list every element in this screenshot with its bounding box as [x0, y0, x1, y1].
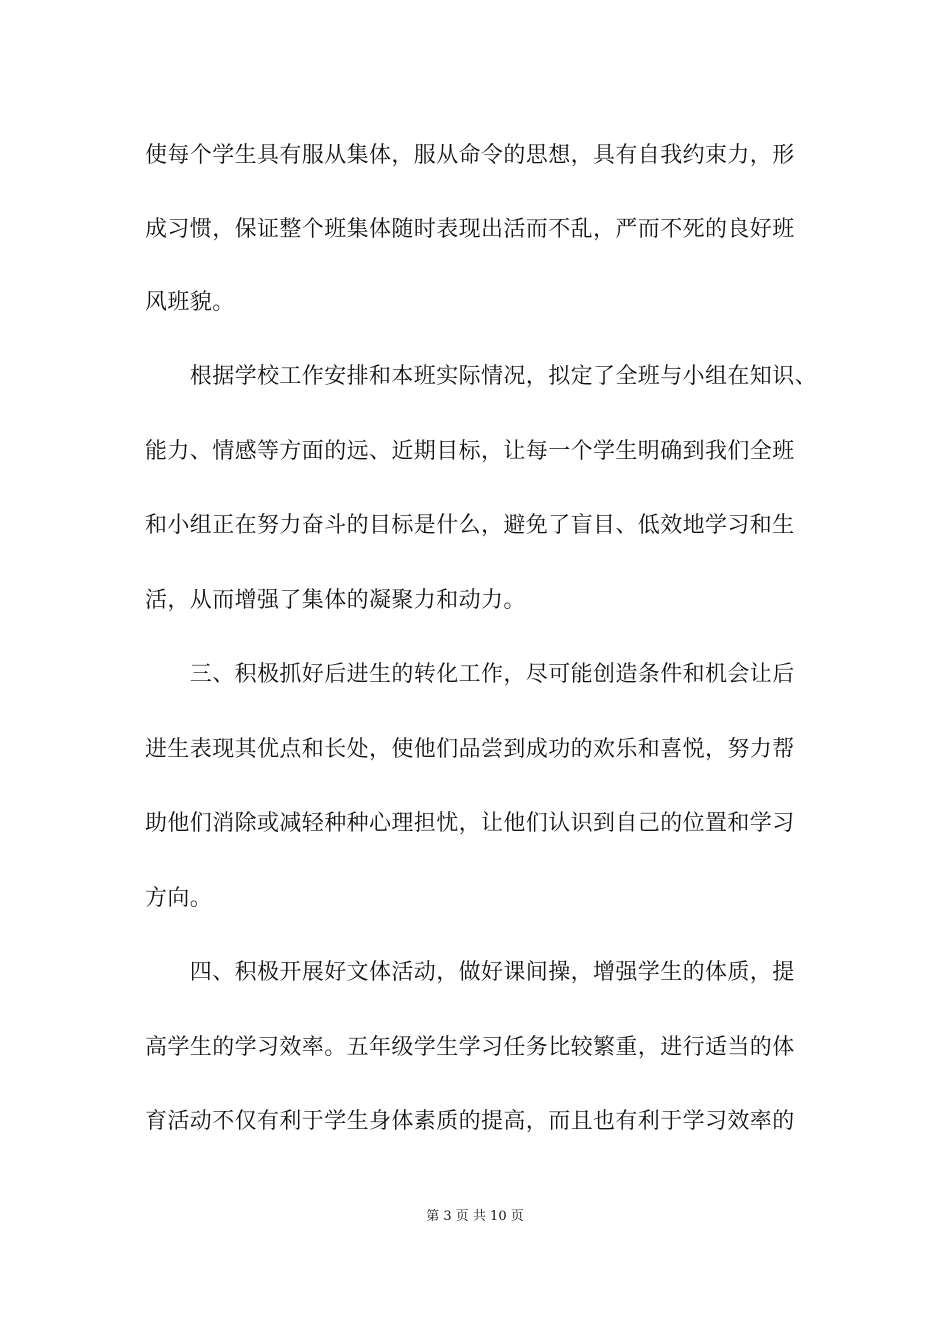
text-line: 风班貌。 — [145, 290, 235, 315]
text-line: 三、积极抓好后进生的转化工作，尽可能创造条件和机会让后 — [145, 662, 795, 687]
text-line: 和小组正在努力奋斗的目标是什么，避免了盲目、低效地学习和生 — [145, 513, 795, 538]
text-line: 方向。 — [145, 886, 213, 911]
text-line: 使每个学生具有服从集体，服从命令的思想，具有自我约束力，形 — [145, 143, 795, 168]
text-line: 成习惯，保证整个班集体随时表现出活而不乱，严而不死的良好班 — [145, 217, 795, 242]
page-number-footer: 第 3 页 共 10 页 — [426, 1209, 524, 1224]
text-line: 四、积极开展好文体活动，做好课间操，增强学生的体质，提 — [145, 960, 795, 985]
text-line: 根据学校工作安排和本班实际情况，拟定了全班与小组在知识、 — [145, 364, 818, 389]
text-line: 高学生的学习效率。五年级学生学习任务比较繁重，进行适当的体 — [145, 1035, 795, 1060]
text-line: 进生表现其优点和长处，使他们品尝到成功的欢乐和喜悦，努力帮 — [145, 737, 795, 762]
text-line: 能力、情感等方面的远、近期目标，让每一个学生明确到我们全班 — [145, 439, 795, 464]
text-line: 育活动不仅有利于学生身体素质的提高，而且也有利于学习效率的 — [145, 1109, 795, 1134]
text-line: 活，从而增强了集体的凝聚力和动力。 — [145, 588, 526, 613]
text-line: 助他们消除或减轻种种心理担忧，让他们认识到自己的位置和学习 — [145, 811, 795, 836]
